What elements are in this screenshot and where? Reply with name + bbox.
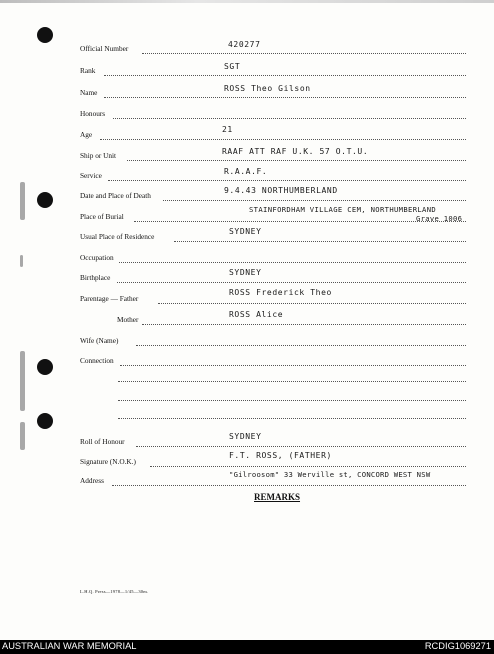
signature-label: Signature (N.O.K.) [80,457,136,466]
wife-label: Wife (Name) [80,336,119,345]
mother-value: ROSS Alice [229,310,284,319]
dotted-line [136,345,466,346]
dotted-line [104,97,466,98]
dotted-line [127,160,466,161]
honours-label: Honours [80,109,106,118]
connection-label: Connection [80,356,114,365]
dotted-line [108,180,466,181]
dotted-line [118,381,466,382]
roll-of-honour-label: Roll of Honour [80,437,125,446]
signature-value: F.T. ROSS, (FATHER) [229,451,332,460]
printer-imprint: L.H.Q. Press—1978—1/45—30m. [80,589,149,594]
residence-label: Usual Place of Residence [80,232,155,241]
official-number-label: Official Number [80,44,129,53]
age-value: 21 [222,125,233,134]
death-value: 9.4.43 NORTHUMBERLAND [224,186,338,195]
father-value: ROSS Frederick Theo [229,288,332,297]
age-label: Age [80,130,93,139]
roll-of-honour-value: SYDNEY [229,432,262,441]
dotted-line [120,365,466,366]
service-label: Service [80,171,102,180]
dotted-line [119,262,466,263]
burial-value: STAINFORDHAM VILLAGE CEM, NORTHUMBERLAND [249,205,437,214]
rank-value: SGT [224,62,241,71]
dotted-line [142,324,466,325]
binder-clip-mark [20,255,23,267]
father-label: Parentage — Father [80,294,139,303]
rank-label: Rank [80,66,96,75]
service-value: R.A.A.F. [224,167,268,176]
dotted-line [163,200,466,201]
dotted-line [136,446,466,447]
birthplace-label: Birthplace [80,273,111,282]
remarks-heading: REMARKS [254,492,301,502]
dotted-line [104,75,466,76]
dotted-line [112,485,466,486]
punch-hole [37,413,53,429]
death-label: Date and Place of Death [80,191,151,200]
birthplace-value: SYDNEY [229,268,262,277]
residence-value: SYDNEY [229,227,262,236]
official-number-value: 420277 [228,40,261,49]
address-label: Address [80,476,104,485]
footer-id: RCDIG1069271 [424,641,491,651]
footer-source: AUSTRALIAN WAR MEMORIAL [2,641,137,651]
occupation-label: Occupation [80,253,114,262]
ship-unit-label: Ship or Unit [80,151,117,160]
name-label: Name [80,88,98,97]
dotted-line [174,241,466,242]
scan-edge [0,0,494,3]
dotted-line [118,418,466,419]
dotted-line [142,53,466,54]
punch-hole [37,27,53,43]
burial-label: Place of Burial [80,212,124,221]
name-value: ROSS Theo Gilson [224,84,311,93]
burial-grave-value: Grave 1006 [416,214,463,223]
binder-clip-mark [20,422,25,450]
dotted-line [118,400,466,401]
ship-unit-value: RAAF ATT RAF U.K. 57 O.T.U. [222,147,369,156]
punch-hole [37,359,53,375]
dotted-line [150,466,466,467]
binder-clip-mark [20,182,25,220]
binder-clip-mark [20,351,25,411]
dotted-line [117,282,466,283]
dotted-line [158,303,466,304]
mother-label: Mother [117,315,139,324]
punch-hole [37,192,53,208]
dotted-line [113,118,466,119]
address-value: "Gilroosom" 33 Werville st, CONCORD WEST NSW [229,470,431,479]
dotted-line [100,139,466,140]
archive-footer [0,640,494,654]
